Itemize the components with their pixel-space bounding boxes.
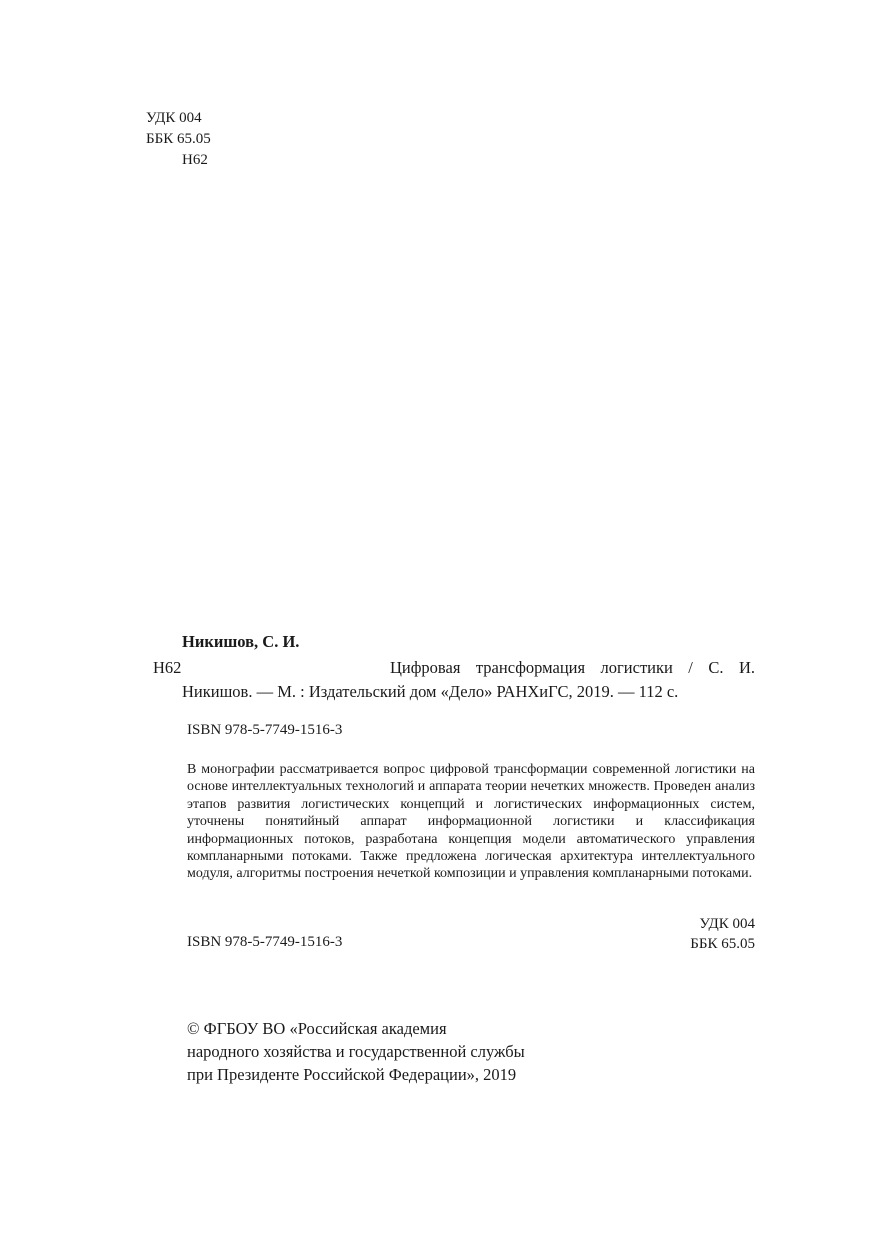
isbn-main: ISBN 978-5-7749-1516-3	[187, 722, 343, 738]
isbn-bottom: ISBN 978-5-7749-1516-3	[187, 934, 343, 950]
copyright-line-1: © ФГБОУ ВО «Российская академия	[187, 1019, 447, 1038]
top-bbk: ББК 65.05	[146, 131, 211, 147]
record-description: Цифровая трансформация логистики / С. И. Никишов. — М. : Издательский дом «Дело» РАНХиГС, 2019. — 112 с.	[182, 658, 755, 701]
bottom-udk: УДК 004	[699, 916, 755, 932]
top-udk: УДК 004	[146, 110, 202, 126]
top-cutter-mark: Н62	[182, 152, 208, 168]
abstract-text: В монографии рассматривается вопрос цифровой трансформации современной логистики на основе интеллектуальных технологий и аппарата теории нечетких множеств. Проведен анализ этапов развития логистических концепций и логистических информационных систем, уточнены понятийный аппарат информационной логистики и классификация информационных потоков, разработана концепция модели автоматического управления компланарными потоками. Также предложена логическая архитектура интеллектуального модуля, алгоритмы построения нечеткой композиции и управления компланарными потоками.	[187, 762, 755, 882]
record-cutter-mark: Н62	[153, 658, 182, 677]
author-name: Никишов, С. И.	[182, 632, 300, 651]
copyright-line-3: при Президенте Российской Федерации», 2019	[187, 1065, 517, 1084]
copyright-line-2: народного хозяйства и государственной службы	[187, 1042, 525, 1061]
bottom-bbk: ББК 65.05	[690, 936, 755, 952]
